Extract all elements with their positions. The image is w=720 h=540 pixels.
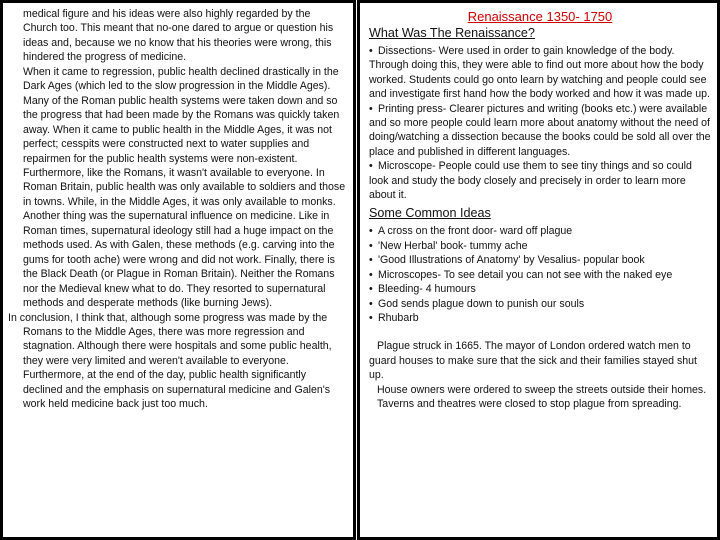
plague-section — [369, 339, 711, 411]
bullet-icon: • — [369, 297, 373, 310]
list-item-text: Dissections- Were used in order to gain knowledge of the body. Through doing this, they were able to find out more about how the body worked. Students could go onto learn by watching and people could see and investigate first hand how the body worked and how it was made up. — [369, 45, 710, 101]
list-item-text: Microscope- People could use them to see tiny things and so could look and study the body closely and precisely in order to learn more about it. — [369, 160, 692, 202]
common-ideas-section — [369, 224, 711, 325]
left-essay — [8, 7, 347, 412]
list-item — [369, 239, 711, 253]
bullet-icon: • — [369, 239, 373, 252]
list-item-text: Rhubarb — [378, 311, 419, 324]
essay-paragraph-2: When it came to regression, public health declined drastically in the Dark Ages (which led to the slow progression in the Middle Ages). Many of the Roman public health systems were taken down and so the progress that had been made by the Romans was quickly taken away. When it came to public health in the Middle Ages, it was not perfect; cesspits were constructed next to water supplies and repairmen for the public health systems were non-existent. Furthermore, like the Romans, it wasn't available to everyone. In Roman Britain, public health was only available to soldiers and those in towns. While, in the Middle Ages, it was only available to monks. Another thing was the supernatural influence on medicine. Like in Roman times, supernatural ideology still had a huge impact on the methods used. As with Galen, these methods (e.g. carving into the gums for tooth ache) were wrong and did not work. Finally, there is the Black Death (or Plague in Roman Britain). Neither the Romans nor the Medieval knew what to do. They resorted to supernatural methods and desperate methods (like burning Jews). — [23, 65, 346, 310]
right-panel — [357, 0, 720, 540]
renaissance-section — [369, 44, 711, 202]
bullet-icon: • — [369, 268, 373, 281]
list-item — [369, 268, 711, 282]
list-item-text: 'New Herbal' book- tummy ache — [378, 239, 528, 252]
plague-paragraph: House owners were ordered to sweep the streets outside their homes. — [377, 383, 707, 396]
renaissance-list — [369, 44, 711, 202]
left-panel — [0, 0, 356, 540]
list-item — [369, 282, 711, 296]
list-item — [369, 311, 711, 325]
list-item — [369, 102, 711, 160]
section-heading-renaissance: What Was The Renaissance? — [369, 26, 535, 40]
bullet-icon: • — [369, 45, 373, 57]
list-item — [369, 297, 711, 311]
list-item-text: Bleeding- 4 humours — [378, 283, 476, 296]
bullet-icon: • — [369, 254, 373, 267]
bullet-icon: • — [369, 160, 373, 173]
page-title: Renaissance 1350- 1750 — [467, 9, 613, 24]
list-item-text: Printing press- Clearer pictures and writing (books etc.) were available and so more people could learn more about anatomy without the need of doing/watching a dissection because the books could be sold all over the place and published in different languages. — [369, 102, 711, 158]
plague-paragraph: Plague struck in 1665. The mayor of London ordered watch men to guard houses to make sure that the sick and their families stayed shut up. — [369, 340, 697, 382]
essay-paragraph-conclusion: In conclusion, I think that, although some progress was made by the Romans to the Middle Ages, there was more regression and stagnation. Although there were hospitals and some public health, they were very limited and weren't available to everyone. Furthermore, at the end of the day, public health significantly declined and the emphasis on supernatural medicine and Galen's work held medicine back just too much. — [8, 311, 332, 411]
bullet-icon: • — [369, 283, 373, 296]
list-item-text: A cross on the front door- ward off plague — [378, 225, 573, 238]
plague-paragraph: Taverns and theatres were closed to stop plague from spreading. — [377, 397, 682, 410]
list-item-text: God sends plague down to punish our souls — [378, 297, 585, 310]
bullet-icon: • — [369, 311, 373, 324]
list-item — [369, 159, 711, 202]
list-item — [369, 44, 711, 102]
list-item-text: Microscopes- To see detail you can not see with the naked eye — [378, 268, 673, 281]
section-heading-common-ideas: Some Common Ideas — [369, 206, 491, 221]
list-item — [369, 253, 711, 267]
common-ideas-list — [369, 224, 711, 325]
essay-paragraph-1: medical figure and his ideas were also highly regarded by the Church too. This meant that no-one dared to argue or question his ideas and, because we no know that his theories were wrong, this hindered the progress of medicine. — [23, 8, 334, 64]
bullet-icon: • — [369, 102, 373, 115]
list-item — [369, 224, 711, 238]
bullet-icon: • — [369, 225, 373, 238]
list-item-text: 'Good Illustrations of Anatomy' by Vesalius- popular book — [378, 254, 645, 267]
